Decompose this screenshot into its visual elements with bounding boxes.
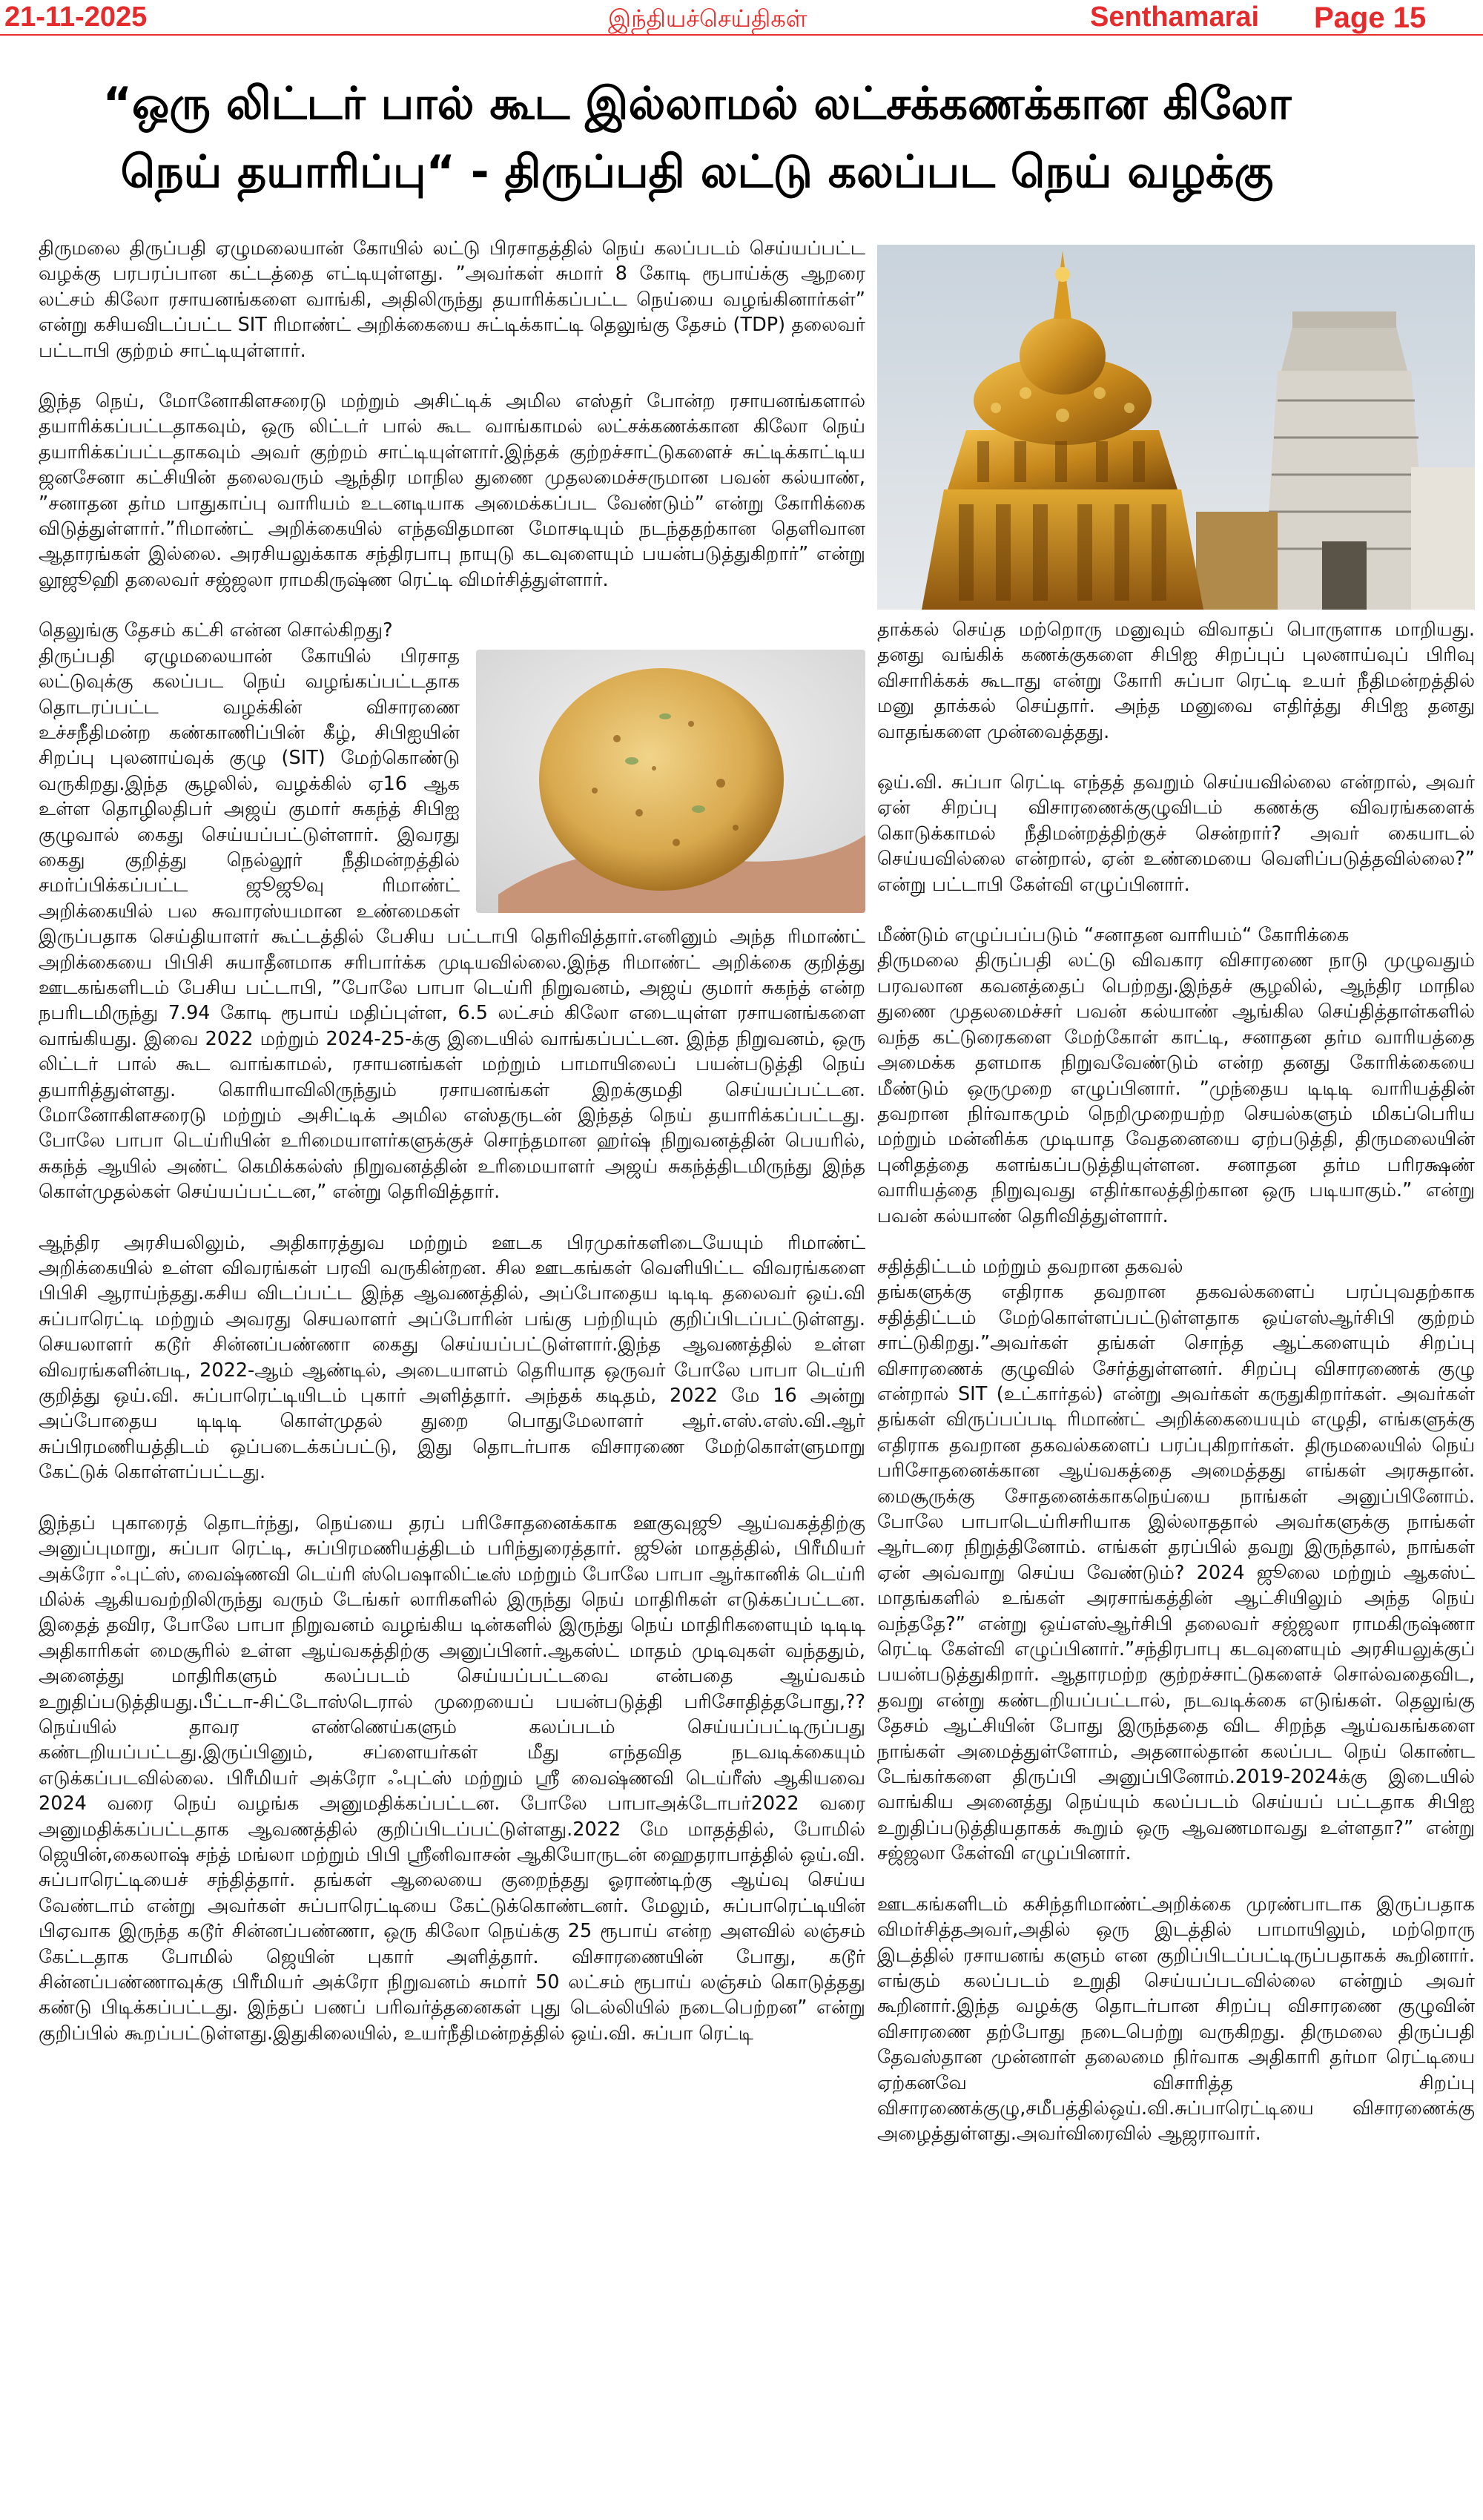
subheading-conspiracy: சதித்திட்டம் மற்றும் தவறான தகவல் [877,1255,1183,1278]
right-paragraph-4: தங்களுக்கு எதிராக தவறான தகவல்களைப் பரப்புவதற்காக சதித்திட்டம் மேற்கொள்ளப்பட்டுள்ளதாக ஒய்எஸ்ஆர்சிபி குற்றம் சாட்டுகிறது.”அவர்கள் தங்கள் சொந்த ஆட்களையும் சிறப்பு விசாரணைக் குழுவில் சேர்த்துள்ளனர். சிறப்பு விசாரணைக் குழு என்றால் SIT (உட்கார்தல்) என்று அவர்கள் கருதுகிறார்கள். அவர்கள் தங்கள் விருப்பப்படி ரிமாண்ட் அறிக்கையையும் எழுதி, எங்களுக்கு எதிராக தவறான தகவல்களைப் பரப்புகிறார்கள். திருமலையில் நெய் பரிசோதனைக்கான ஆய்வகத்தை அமைத்தது எங்கள் அரசுதான். மைசூருக்கு சோதனைக்காகநெய்யை நாங்கள் அனுப்பினோம். போலே பாபாடெய்ரிசரியாக இல்லாததால் அவர்களுக்கு நாங்கள் ஆர்டரை நிறுத்தினோம். எங்கள் தரப்பில் தவறு இருந்தால், நாங்கள் ஏன் அவ்வாறு செய்ய வேண்டும்? 2024 ஜூலை மற்றும் ஆகஸ்ட் மாதங்களில் உங்கள் அரசாங்கத்தின் ஆட்சியிலும் அந்த நெய் வந்ததே?” என்று ஒய்எஸ்ஆர்சிபி தலைவர் சஜ்ஜலா ராமகிருஷ்ணா ரெட்டி கேள்வி எழுப்பினார்.”சந்திரபாபு கடவுளையும் அரசியலுக்குப் பயன்படுத்துகிறார். ஆதாரமற்ற குற்றச்சாட்டுகளைச் சொல்வதைவிட, தவறு என்று கண்டறியப்பட்டால், நடவடிக்கை எடுங்கள். தெலுங்கு தேசம் ஆட்சியின் போது இருந்ததை விட சிறந்த ஆய்வகங்களை நாங்கள் அமைத்துள்ளோம், அதனால்தான் கலப்பட நெய் கொண்ட டேங்கர்களை திருப்பி அனுப்பினோம்.2019-2024க்கு இடையில் வாங்கிய அனைத்து நெய்யும் கலப்படம் செய்யப் பட்டதாக சிபிஐ உறுதிப்படுத்தியதாகக் கூறும் ஒரு ஆவணமாவது உள்ளதா?” என்று சஜ்ஜலா கேள்வி எழுப்பினார். [877,1281,1475,1865]
section-title: இந்தியச்செய்திகள் [608,4,807,33]
headline-line-1: “ஒரு லிட்டர் பால் கூட இல்லாமல் லட்சக்கணக்கான கிலோ [102,78,1292,130]
headline-line-2: நெய் தயாரிப்பு“ - திருப்பதி லட்டு கலப்பட நெய் வழக்கு [120,146,1274,198]
left-paragraph-1: திருமலை திருப்பதி ஏழுமலையான் கோயில் லட்டு பிரசாதத்தில் நெய் கலப்படம் செய்யப்பட்ட வழக்கு பரபரப்பான கட்டத்தை எட்டியுள்ளது. ”அவர்கள் சுமார் 8 கோடி ரூபாய்க்கு ஆறரை லட்சம் கிலோ ரசாயனங்களை வாங்கி, அதிலிருந்து தயாரிக்கப்பட்ட நெய்யை வழங்கினார்கள்” என்று கசியவிடப்பட்ட SIT ரிமாண்ட் அறிக்கையை சுட்டிக்காட்டி தெலுங்கு தேசம் (TDP) தலைவர் பட்டாபி குற்றம் சாட்டியுள்ளார். [39,237,865,362]
left-paragraph-3: திருப்பதி ஏழுமலையான் கோயில் பிரசாத லட்டுவுக்கு கலப்பட நெய் வழங்கப்பட்டதாக தொடரப்பட்ட வழக்கின் விசாரணை உச்சநீதிமன்ற கண்காணிப்பின் கீழ், சிபிஐயின் சிறப்பு புலனாய்வுக் குழு (SIT) மேற்கொண்டு வருகிறது.இந்த சூழலில், வழக்கில் ஏ16 ஆக உள்ள தொழிலதிபர் அஜய் குமார் சுகந்த் சிபிஐ குழுவால் கைது செய்யப்பட்டுள்ளார். இவரது கைது குறித்து நெல்லூர் நீதிமன்றத்தில் சமர்ப்பிக்கப்பட்ட ஜூஜூவு ரிமாண்ட் அறிக்கையில் பல சுவாரஸ்யமான உண்மைகள் இருப்பதாக செய்தியாளர் கூட்டத்தில் பேசிய பட்டாபி தெரிவித்தார்.எனினும் அந்த ரிமாண்ட் அறிக்கையை பிபிசி சுயாதீனமாக சரிபார்க்க முடியவில்லை.இந்த ரிமாண்ட் அறிக்கை குறித்து ஊடகங்களிடம் பேசிய பட்டாபி, ”போலே பாபா டெய்ரி நிறுவனம், அஜய் குமார் சுகந்த் என்ற நபரிடமிருந்து 7.94 கோடி ரூபாய் மதிப்புள்ள, 6.5 லட்சம் கிலோ எடையுள்ள ரசாயனங்களை வாங்கியது. இவை 2022 மற்றும் 2024-25-க்கு இடையில் வாங்கப்பட்டன. இந்த நிறுவனம், ஒரு லிட்டர் பால் கூட வாங்காமல், ரசாயனங்கள் மற்றும் பாமாயிலைப் பயன்படுத்தி நெய் தயாரித்துள்ளது. கொரியாவிலிருந்தும் ரசாயனங்கள் இறக்குமதி செய்யப்பட்டன. மோனோகிளசரைடு மற்றும் அசிட்டிக் அமில எஸ்தருடன் இந்தத் நெய் தயாரிக்கப்பட்டது. போலே பாபா டெய்ரியின் உரிமையாளர்களுக்குச் சொந்தமான ஹர்ஷ் நிறுவனத்தின் பெயரில், சுகந்த் ஆயில் அண்ட் கெமிக்கல்ஸ் நிறுவனத்தின் உரிமையாளர் அஜய் சுகந்த்திடமிருந்து இந்த கொள்முதல்கள் செய்யப்பட்டன,” என்று தெரிவித்தார். [39,644,865,1204]
page-header [0,0,1483,36]
newspaper-name: Senthamarai [1090,1,1260,33]
left-paragraph-2: இந்த நெய், மோனோகிளசரைடு மற்றும் அசிட்டிக் அமில எஸ்தர் போன்ற ரசாயனங்களால் தயாரிக்கப்பட்டதாகவும், ஒரு லிட்டர் பால் கூட வாங்காமல் லட்சக்கணக்கான கிலோ நெய் தயாரிக்கப்பட்டதாகவும் அவர் குற்றம் சாட்டியுள்ளார்.இந்தக் குற்றச்சாட்டுகளைச் சுட்டிக்காட்டிய ஜனசேனா கட்சியின் தலைவரும் ஆந்திர மாநில துணை முதலமைச்சருமான பவன் கல்யாண், ”சனாதன தர்ம பாதுகாப்பு வாரியம் உடனடியாக அமைக்கப்பட வேண்டும்” என்று கோரிக்கை விடுத்துள்ளார்.”ரிமாண்ட் அறிக்கையில் எந்தவிதமான மோசடியும் நடந்ததற்கான தெளிவான ஆதாரங்கள் இல்லை. அரசியலுக்காக சந்திரபாபு நாயுடு கடவுளையும் பயன்படுத்துகிறார்” என்று லூஜூஹி தலைவர் சஜ்ஜலா ராமகிருஷ்ண ரெட்டி விமர்சித்துள்ளார். [39,390,865,591]
article-headline [44,70,1350,206]
right-paragraph-1: தாக்கல் செய்த மற்றொரு மனுவும் விவாதப் பொருளாக மாறியது. தனது வங்கிக் கணக்குகளை சிபிஐ சிறப்புப் புலனாய்வுப் பிரிவு விசாரிக்கக் கூடாது என்று கோரி சுப்பா ரெட்டி உயர் நீதிமன்றத்தில் மனு தாக்கல் செய்தார். அந்த மனுவை எதிர்த்து சிபிஐ தனது வாதங்களை முன்வைத்தது. [877,619,1475,743]
left-column [39,236,865,2513]
right-paragraph-5: ஊடகங்களிடம் கசிந்தரிமாண்ட்அறிக்கை முரண்பாடாக இருப்பதாக விமர்சித்தஅவர்,அதில் ஒரு இடத்தில் பாமாயிலும், மற்றொரு இடத்தில் ரசாயனங் களும் என குறிப்பிடப்பட்டிருப்பதாகக் கூறினார். எங்கும் கலப்படம் உறுதி செய்யப்படவில்லை என்றும் அவர் கூறினார்.இந்த வழக்கு தொடர்பான சிறப்பு விசாரணை குழுவின் விசாரணை தற்போது நடைபெற்று வருகிறது. திருமலை திருப்பதி தேவஸ்தான முன்னாள் தலைமை நிர்வாக அதிகாரி தர்மா ரெட்டியை ஏற்கனவே விசாரித்த சிறப்பு விசாரணைக்குழு,சமீபத்தில்ஒய்.வி.சுப்பாரெட்டியை விசாரணைக்கு அழைத்துள்ளது.அவர்விரைவில் ஆஜராவார். [877,1893,1475,2145]
right-paragraph-3: திருமலை திருப்பதி லட்டு விவகார விசாரணை நாடு முழுவதும் பரவலான கவனத்தைப் பெற்றது.இந்தச் சூழலில், ஆந்திர மாநில துணை முதலமைச்சர் பவன் கல்யாண் ஆங்கில செய்தித்தாள்களில் வந்த கட்டுரைகளை மேற்கோள் காட்டி, சனாதன தர்ம வாரியத்தை அமைக்க தளமாக நிறுவவேண்டும் என்ற தனது கோரிக்கையை மீண்டும் ஒருமுறை எழுப்பினார். ”முந்தைய டிடிடி வாரியத்தின் தவறான நிர்வாகமும் நெறிமுறையற்ற செயல்களும் மிகப்பெரிய மற்றும் மன்னிக்க முடியாத வேதனையை ஏற்படுத்தி, திருமலையின் புனிதத்தை களங்கப்படுத்தியுள்ளன. சனாதன தர்ம பரிரக்ஷண் வாரியத்தை நிறுவுவது எதிர்காலத்திற்கான ஒரு படியாகும்.” என்று பவன் கல்யாண் தெரிவித்துள்ளார். [877,949,1475,1227]
page-number: Page 15 [1314,1,1427,34]
left-paragraph-5: இந்தப் புகாரைத் தொடர்ந்து, நெய்யை தரப் பரிசோதனைக்காக ஊகுவுஜூ ஆய்வகத்திற்கு அனுப்புமாறு, சுப்பா ரெட்டி, சுப்பிரமணியத்திடம் பரிந்துரைத்தார். ஜூன் மாதத்தில், பிரீமியர் அக்ரோ ஃபுட்ஸ், வைஷ்ணவி டெய்ரி ஸ்பெஷாலிட்டீஸ் மற்றும் போலே பாபா ஆர்கானிக் டெய்ரி மில்க் ஆகியவற்றிலிருந்து வரும் டேங்கர் லாரிகளில் இருந்து நெய் மாதிரிகள் எடுக்கப்பட்டன. இதைத் தவிர, போலே பாபா நிறுவனம் வழங்கிய டின்களில் இருந்து நெய் மாதிரிகளையும் டிடிடி அதிகாரிகள் மைசூரில் உள்ள ஆய்வகத்திற்கு அனுப்பினர்.ஆகஸ்ட் மாதம் முடிவுகள் வந்ததும், அனைத்து மாதிரிகளும் கலப்படம் செய்யப்பட்டவை என்பதை ஆய்வகம் உறுதிப்படுத்தியது.பீட்டா-சிட்டோஸ்டெரால் முறையைப் பயன்படுத்தி பரிசோதித்தபோது,??நெய்யில் தாவர எண்ணெய்களும் கலப்படம் செய்யப்பட்டிருப்பது கண்டறியப்பட்டது.இருப்பினும், சப்ளையர்கள் மீது எந்தவித நடவடிக்கையும் எடுக்கப்படவில்லை. பிரீமியர் அக்ரோ ஃபுட்ஸ் மற்றும் ஸ்ரீ வைஷ்ணவி டெய்ரீஸ் ஆகியவை 2024 வரை நெய் வழங்க அனுமதிக்கப்பட்டன. போலே பாபாஅக்டோபர்2022 வரை அனுமதிக்கப்பட்டதாக ஆவணத்தில் குறிப்பிடப்பட்டுள்ளது.2022 மே மாதத்தில், போமில் ஜெயின்,கைலாஷ் சந்த் மங்லா மற்றும் பிபி ஸ்ரீனிவாசன் ஆகியோருடன் ஹைதராபாத்தில் ஒய்.வி. சுப்பாரெட்டியைச் சந்தித்தார். தங்கள் ஆலையை குறைந்தது ஓராண்டிற்கு ஆய்வு செய்ய வேண்டாம் என்று அவர்கள் சுப்பாரெட்டியை கேட்டுக்கொண்டனர். மேலும், சுப்பாரெட்டியின் பிஏவாக இருந்த கடூர் சின்னப்பண்ணா, ஒரு கிலோ நெய்க்கு 25 ரூபாய் என்ற அளவில் லஞ்சம் கேட்டதாக போமில் ஜெயின் புகார் அளித்தார். விசாரணையின் போது, கடூர் சின்னப்பண்ணாவுக்கு பிரீமியர் அக்ரோ நிறுவனம் சுமார் 50 லட்சம் ரூபாய் லஞ்சம் கொடுத்தது கண்டு பிடிக்கப்பட்டது. இந்தப் பணப் பரிவர்த்தனைகள் புது டெல்லியில் நடைபெற்றன” என்று குறிப்பில் கூறப்பட்டுள்ளது.இதுகிலையில், உயர்நீதிமன்றத்தில் ஒய்.வி. சுப்பா ரெட்டி [39,1511,865,2045]
temple-photo [877,245,1475,610]
right-column [877,617,1475,2516]
left-paragraph-4: ஆந்திர அரசியலிலும், அதிகாரத்துவ மற்றும் ஊடக பிரமுகர்களிடையேயும் ரிமாண்ட் அறிக்கையில் உள்ள விவரங்கள் பரவி வருகின்றன. சில ஊடகங்கள் வெளியிட்ட விவரங்களை பிபிசி ஆராய்ந்தது.கசிய விடப்பட்ட இந்த ஆவணத்தில், அப்போதைய டிடிடி தலைவர் ஒய்.வி சுப்பாரெட்டி மற்றும் அவரது செயலாளர் அப்போரின் பங்கு பற்றியும் குறிப்பிடப்பட்டுள்ளது. செயலாளர் கடூர் சின்னப்பண்ணா கைது செய்யப்பட்டுள்ளார்.இந்த ஆவணத்தில் உள்ள விவரங்களின்படி, 2022-ஆம் ஆண்டில், அடையாளம் தெரியாத ஒருவர் போலே பாபா டெய்ரி குறித்து ஒய்.வி. சுப்பாரெட்டியிடம் புகார் அளித்தார். அந்தக் கடிதம், 2022 மே 16 அன்று அப்போதைய டிடிடி கொள்முதல் துறை பொதுமேலாளர் ஆர்.எஸ்.எஸ்.வி.ஆர் சுப்பிரமணியத்திடம் ஒப்படைக்கப்பட்டு, இது தொடர்பாக விசாரணை மேற்கொள்ளுமாறு கேட்டுக் கொள்ளப்பட்டது. [39,1231,865,1484]
issue-date: 21-11-2025 [4,1,148,33]
laddu-photo [476,650,865,913]
subheading-tdp: தெலுங்கு தேசம் கட்சி என்ன சொல்கிறது? [39,619,393,642]
right-paragraph-2: ஒய்.வி. சுப்பா ரெட்டி எந்தத் தவறும் செய்யவில்லை என்றால், அவர் ஏன் சிறப்பு விசாரணைக்குழுவிடம் கணக்கு விவரங்களைக் கொடுக்காமல் நீதிமன்றத்திற்குச் சென்றார்? அவர் கையாடல் செய்யவில்லை என்றால், ஏன் உண்மையை வெளிப்படுத்தவில்லை?” என்று பட்டாபி கேள்வி எழுப்பினார். [877,771,1475,896]
subheading-sanatana-board: மீண்டும் எழுப்பப்படும் “சனாதன வாரியம்“ கோரிக்கை [877,924,1350,947]
